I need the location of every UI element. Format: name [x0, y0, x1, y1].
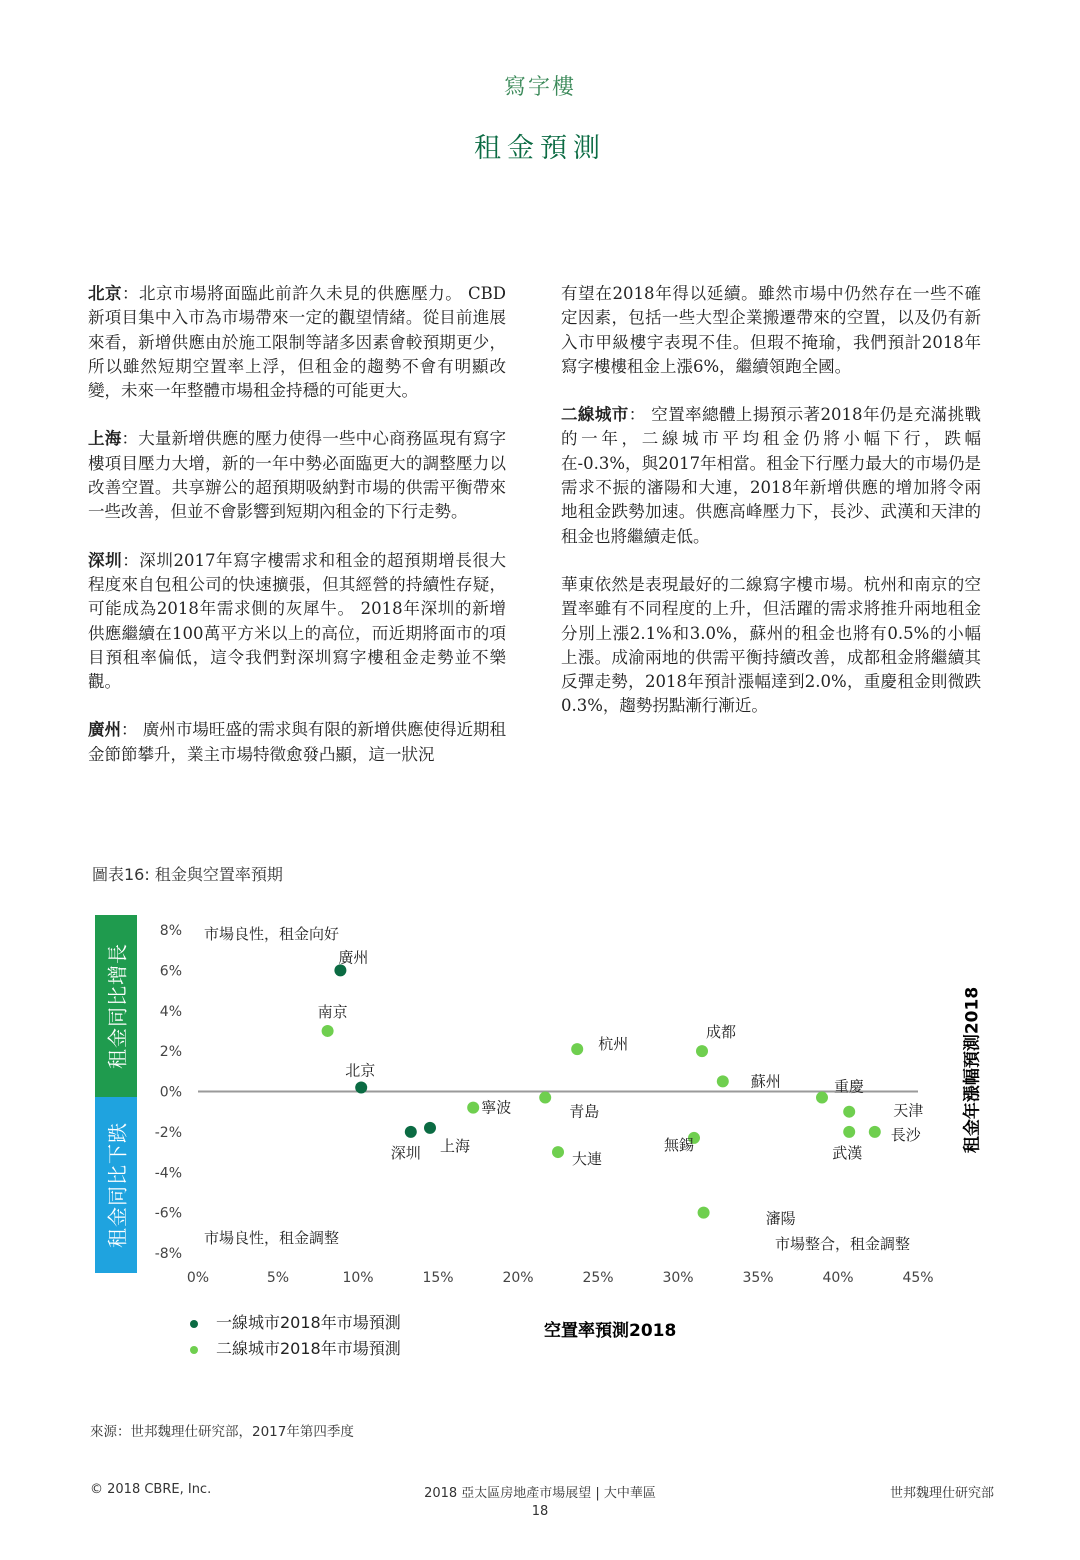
data-point — [698, 1207, 710, 1219]
paragraph-tier2 — [561, 403, 981, 549]
y-tick-label: -6% — [154, 1205, 182, 1222]
paragraph-body: ： 空置率總體上揚預示著2018年仍是充滿挑戰的一年，二線城市平均租金仍將小幅下行，跌幅在-0.3%，與2017年相當。租金下行壓力最大的市場仍是需求不振的瀋陽和大連，2018年新增供應的增加將令兩地租金跌勢加速。供應高峰壓力下，長沙、武漢和天津的租金也將繼續走低。 — [561, 405, 981, 546]
paragraph-lead: 北京 — [88, 284, 123, 303]
x-tick-label: 0% — [186, 1270, 210, 1286]
x-tick-label: 20% — [502, 1270, 534, 1286]
data-point — [843, 1106, 855, 1118]
point-label: 深圳 — [390, 1143, 421, 1162]
paragraph-lead: 上海 — [88, 429, 122, 449]
paragraph-east-china — [561, 573, 981, 719]
footer-department: 世邦魏理仕研究部 — [889, 1486, 994, 1501]
x-tick-label: 35% — [742, 1270, 774, 1286]
legend-marker-tier2 — [190, 1346, 198, 1354]
figure-source: 來源：世邦魏理仕研究部，2017年第四季度 — [90, 1424, 354, 1440]
data-point — [843, 1126, 855, 1138]
figure-caption: 圖表16: 租金與空置率預期 — [92, 865, 283, 884]
rent-decline-label: 租金同比下跌 — [105, 1122, 130, 1248]
paragraph-guangzhou-cont — [561, 282, 981, 379]
point-label: 北京 — [345, 1061, 376, 1080]
point-label: 長沙 — [890, 1125, 921, 1144]
legend-item-tier1 — [190, 1310, 401, 1333]
footer-copyright: © 2018 CBRE, Inc. — [90, 1482, 212, 1497]
paragraph-lead: 二線城市 — [561, 405, 629, 425]
point-label: 杭州 — [598, 1035, 629, 1054]
point-label: 重慶 — [834, 1077, 865, 1096]
y-tick-label: 4% — [159, 1003, 182, 1020]
legend-label: 一線城市2018年市場預測 — [216, 1313, 401, 1332]
point-label: 武漢 — [832, 1143, 863, 1162]
y-tick-label: -2% — [154, 1124, 182, 1141]
point-label: 成都 — [706, 1023, 737, 1042]
paragraph-body: ： 廣州市場旺盛的需求與有限的新增供應使得近期租金節節攀升，業主市場特徵愈發凸顯，這一狀況 — [88, 720, 507, 764]
x-tick-label: 40% — [822, 1270, 854, 1286]
footer-report-title: 2018 亞太區房地產市場展望 | 大中華區 — [424, 1486, 656, 1501]
quadrant-label: 市場良性，租金向好 — [204, 925, 340, 943]
section-title: 寫字樓 — [503, 75, 576, 100]
data-point — [539, 1092, 551, 1104]
legend-item-tier2 — [190, 1336, 401, 1359]
y-tick-label: 6% — [159, 963, 182, 980]
y-tick-label: -8% — [154, 1246, 182, 1262]
data-point — [322, 1025, 334, 1037]
legend-marker-tier1 — [190, 1320, 198, 1328]
point-label: 大連 — [572, 1150, 603, 1169]
point-label: 上海 — [440, 1136, 471, 1155]
paragraph-body: 有望在2018年得以延續。雖然市場中仍然存在一些不確定因素，包括一些大型企業搬遷帶來的空置，以及仍有新入市甲級樓宇表現不佳。但瑕不掩瑜，我們預計2018年寫字樓樓租金上漲6%，繼續領跑全國。 — [561, 284, 981, 376]
paragraph-beijing — [88, 282, 506, 403]
rent-decline-band — [95, 1097, 137, 1273]
y-axis-title: 租金年漲幅預測2018 — [962, 986, 983, 1154]
paragraph-shanghai — [88, 427, 506, 524]
point-label: 蘇州 — [750, 1072, 781, 1091]
paragraph-body: ：北京市場將面臨此前許久未見的供應壓力。 CBD新項目集中入市為市場帶來一定的觀望情緒。從目前進展來看，新增供應由於施工限制等諸多因素會較預期更少，所以雖然短期空置率上浮，但租金的趨勢不會有明顯改變，未來一年整體市場租金持穩的可能更大。 — [88, 284, 506, 401]
page-number: 18 — [531, 1504, 549, 1519]
paragraph-body: ：大量新增供應的壓力使得一些中心商務區現有寫字樓項目壓力大增，新的一年中勢必面臨更大的調整壓力以改善空置。共享辦公的超預期吸納對市場的供需平衡帶來一些改善，但並不會影響到短期內租金的下行走勢。 — [88, 429, 507, 522]
paragraph-body: ：深圳2017年寫字樓需求和租金的超預期增長很大程度來自包租公司的快速擴張，但其經營的持續性存疑，可能成為2018年需求側的灰犀牛。 2018年深圳的新增供應繼續在100萬平方米以上的高位，而近期將面市的項目預租率偏低，這令我們對深圳寫字樓租金走勢並不樂觀。 — [88, 550, 506, 692]
data-point — [816, 1092, 828, 1104]
data-point — [467, 1102, 479, 1114]
x-tick-label: 15% — [422, 1270, 454, 1286]
y-tick-label: 0% — [159, 1084, 182, 1101]
point-label: 寧波 — [481, 1098, 512, 1117]
data-point — [405, 1126, 417, 1138]
x-tick-label: 45% — [902, 1270, 934, 1286]
quadrant-label: 市場整合，租金調整 — [775, 1235, 911, 1253]
point-label: 瀋陽 — [765, 1209, 796, 1228]
point-label: 天津 — [893, 1101, 924, 1120]
right-text-column — [561, 282, 981, 743]
data-point — [717, 1075, 729, 1087]
legend-label: 二線城市2018年市場預測 — [216, 1339, 401, 1358]
paragraph-lead: 深圳 — [88, 550, 123, 570]
x-axis-title: 空置率預測2018 — [544, 1321, 677, 1341]
x-tick-label: 10% — [342, 1270, 374, 1286]
data-point — [571, 1043, 583, 1055]
rent-growth-label: 租金同比增長 — [105, 943, 130, 1069]
y-tick-label: -4% — [154, 1165, 182, 1182]
data-point — [696, 1045, 708, 1057]
paragraph-lead: 廣州 — [88, 720, 122, 740]
point-label: 無錫 — [664, 1135, 695, 1154]
y-tick-label: 2% — [159, 1044, 182, 1061]
point-label: 廣州 — [338, 948, 369, 967]
scatter-chart — [140, 915, 940, 1290]
paragraph-guangzhou — [88, 718, 506, 767]
paragraph-body: 華東依然是表現最好的二線寫字樓市場。杭州和南京的空置率雖有不同程度的上升，但活躍的需求將推升兩地租金分別上漲2.1%和3.0%，蘇州的租金也將有0.5%的小幅上漲。成渝兩地的供需平衡持續改善，成都租金將繼續其反彈走勢，2018年預計漲幅達到2.0%，重慶租金則微跌0.3%，趨勢拐點漸行漸近。 — [561, 574, 981, 716]
y-tick-label: 8% — [159, 923, 182, 939]
paragraph-shenzhen — [88, 549, 506, 695]
point-label: 南京 — [317, 1002, 348, 1021]
rent-growth-band — [95, 915, 137, 1097]
x-tick-label: 5% — [266, 1270, 290, 1286]
data-point — [424, 1122, 436, 1134]
data-point — [552, 1146, 564, 1158]
point-label: 青島 — [569, 1102, 600, 1121]
left-text-column — [88, 282, 506, 791]
data-point — [869, 1126, 881, 1138]
page-title: 租金預測 — [474, 133, 606, 164]
quadrant-label: 市場良性，租金調整 — [204, 1229, 340, 1247]
x-tick-label: 25% — [582, 1270, 614, 1286]
x-tick-label: 30% — [662, 1270, 694, 1286]
data-point — [355, 1081, 367, 1093]
